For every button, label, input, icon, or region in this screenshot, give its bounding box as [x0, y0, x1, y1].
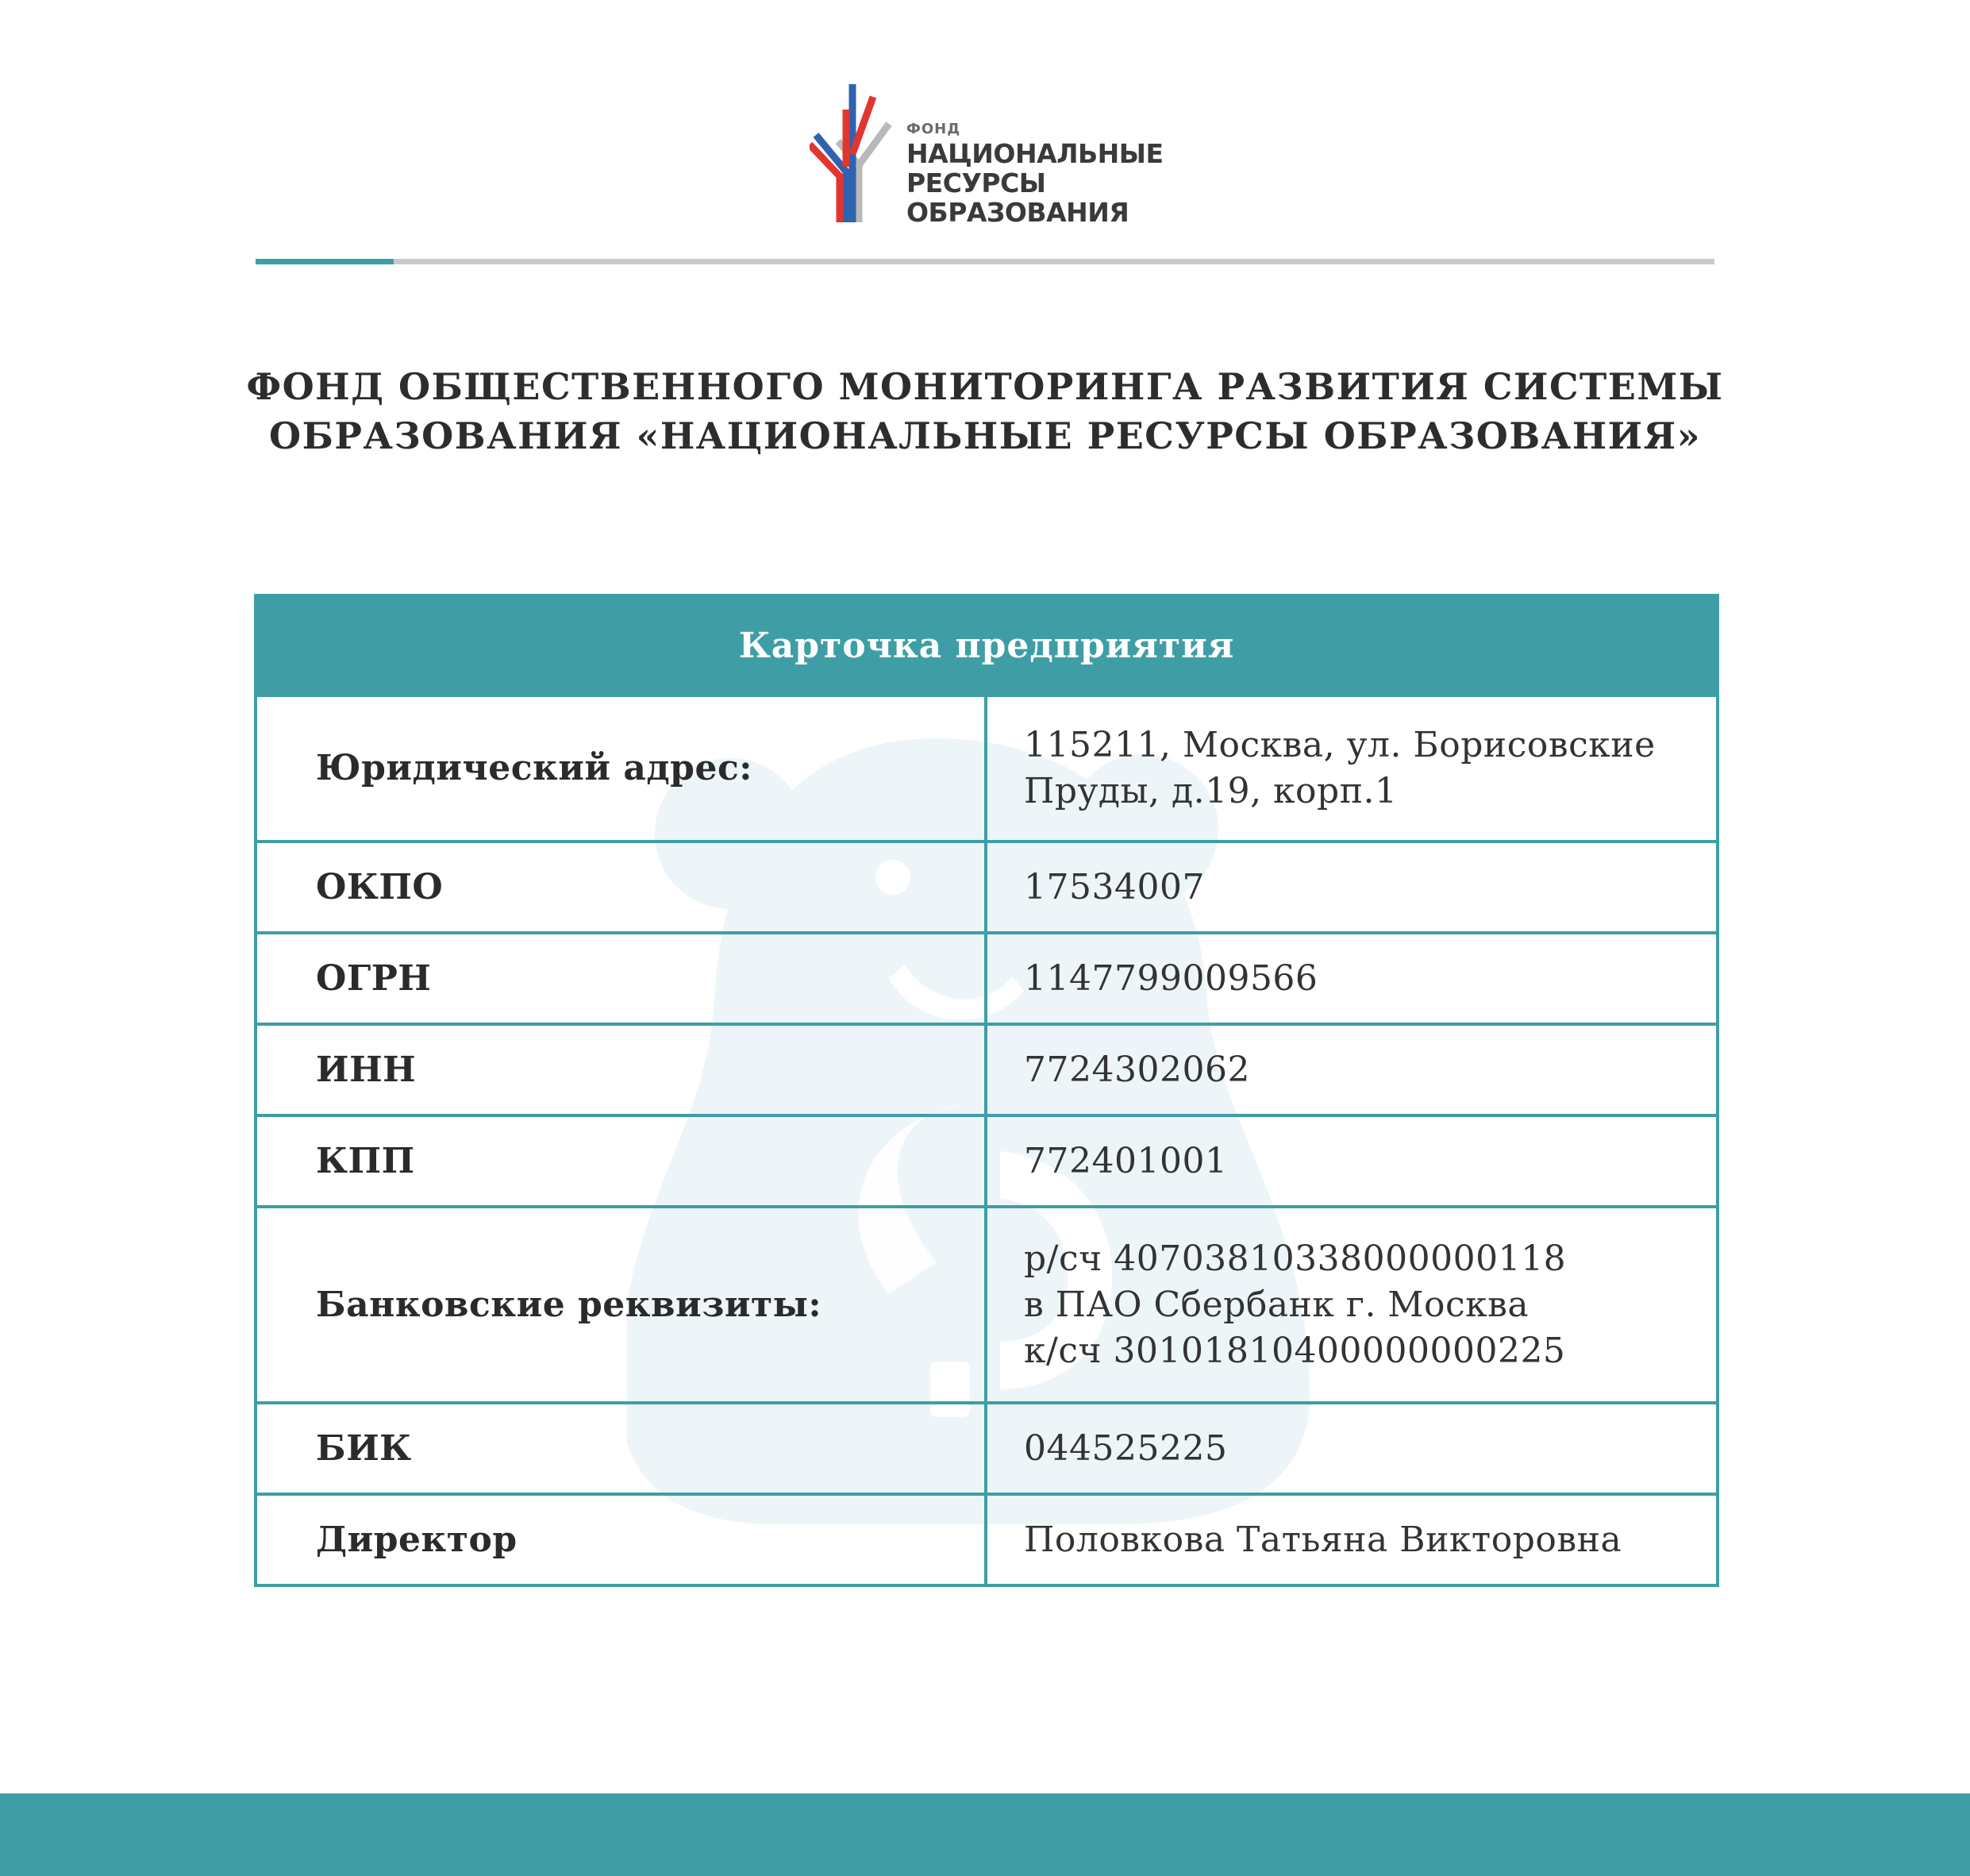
footer-band	[0, 1793, 1970, 1876]
value-line: в ПАО Сбербанк г. Москва	[1024, 1284, 1529, 1325]
logo-small-text: ФОНД	[906, 121, 961, 137]
header-divider	[256, 259, 1714, 264]
header-divider-accent	[256, 259, 394, 264]
row-label-kpp: КПП	[256, 1115, 986, 1207]
table-header-row	[256, 595, 1718, 695]
logo-text	[906, 122, 1164, 227]
row-value-okpo: 17534007	[986, 842, 1718, 933]
table-row	[256, 1115, 1718, 1207]
document-title-line-2: ОБРАЗОВАНИЯ «НАЦИОНАЛЬНЫЕ РЕСУРСЫ ОБРАЗОВАНИЯ»	[269, 414, 1701, 457]
table-row	[256, 933, 1718, 1024]
company-card	[254, 594, 1716, 1587]
table-row	[256, 1024, 1718, 1115]
logo-mark-icon	[810, 78, 897, 222]
document-title	[190, 362, 1780, 460]
logo	[810, 78, 1175, 228]
table-row	[256, 1494, 1718, 1585]
row-value-inn: 7724302062	[986, 1024, 1718, 1115]
row-label-okpo: ОКПО	[256, 842, 986, 933]
table-row	[256, 695, 1718, 842]
value-line: Пруды, д.19, корп.1	[1024, 771, 1398, 811]
table-row	[256, 842, 1718, 933]
row-label-inn: ИНН	[256, 1024, 986, 1115]
value-line: 115211, Москва, ул. Борисовские	[1024, 725, 1656, 765]
logo-line-3: ОБРАЗОВАНИЯ	[906, 197, 1129, 228]
row-label-bank-details: Банковские реквизиты:	[256, 1207, 986, 1403]
document-title-line-1: ФОНД ОБЩЕСТВЕННОГО МОНИТОРИНГА РАЗВИТИЯ СИСТЕМЫ	[246, 365, 1724, 408]
table-row	[256, 1403, 1718, 1494]
table-row	[256, 1207, 1718, 1403]
value-line: р/сч 40703810338000000118	[1024, 1238, 1567, 1279]
row-value-ogrn: 1147799009566	[986, 933, 1718, 1024]
row-value-bik: 044525225	[986, 1403, 1718, 1494]
table-header: Карточка предприятия	[256, 595, 1718, 695]
logo-line-2: РЕСУРСЫ	[906, 168, 1046, 198]
row-value-kpp: 772401001	[986, 1115, 1718, 1207]
row-label-bik: БИК	[256, 1403, 986, 1494]
row-label-legal-address: Юридический адрес:	[256, 695, 986, 842]
row-value-bank-details	[986, 1207, 1718, 1403]
logo-line-1: НАЦИОНАЛЬНЫЕ	[906, 138, 1164, 169]
row-label-ogrn: ОГРН	[256, 933, 986, 1024]
row-value-legal-address	[986, 695, 1718, 842]
row-label-director: Директор	[256, 1494, 986, 1585]
company-card-table	[254, 594, 1719, 1587]
value-line: к/сч 30101810400000000225	[1024, 1330, 1566, 1371]
row-value-director: Половкова Татьяна Викторовна	[986, 1494, 1718, 1585]
